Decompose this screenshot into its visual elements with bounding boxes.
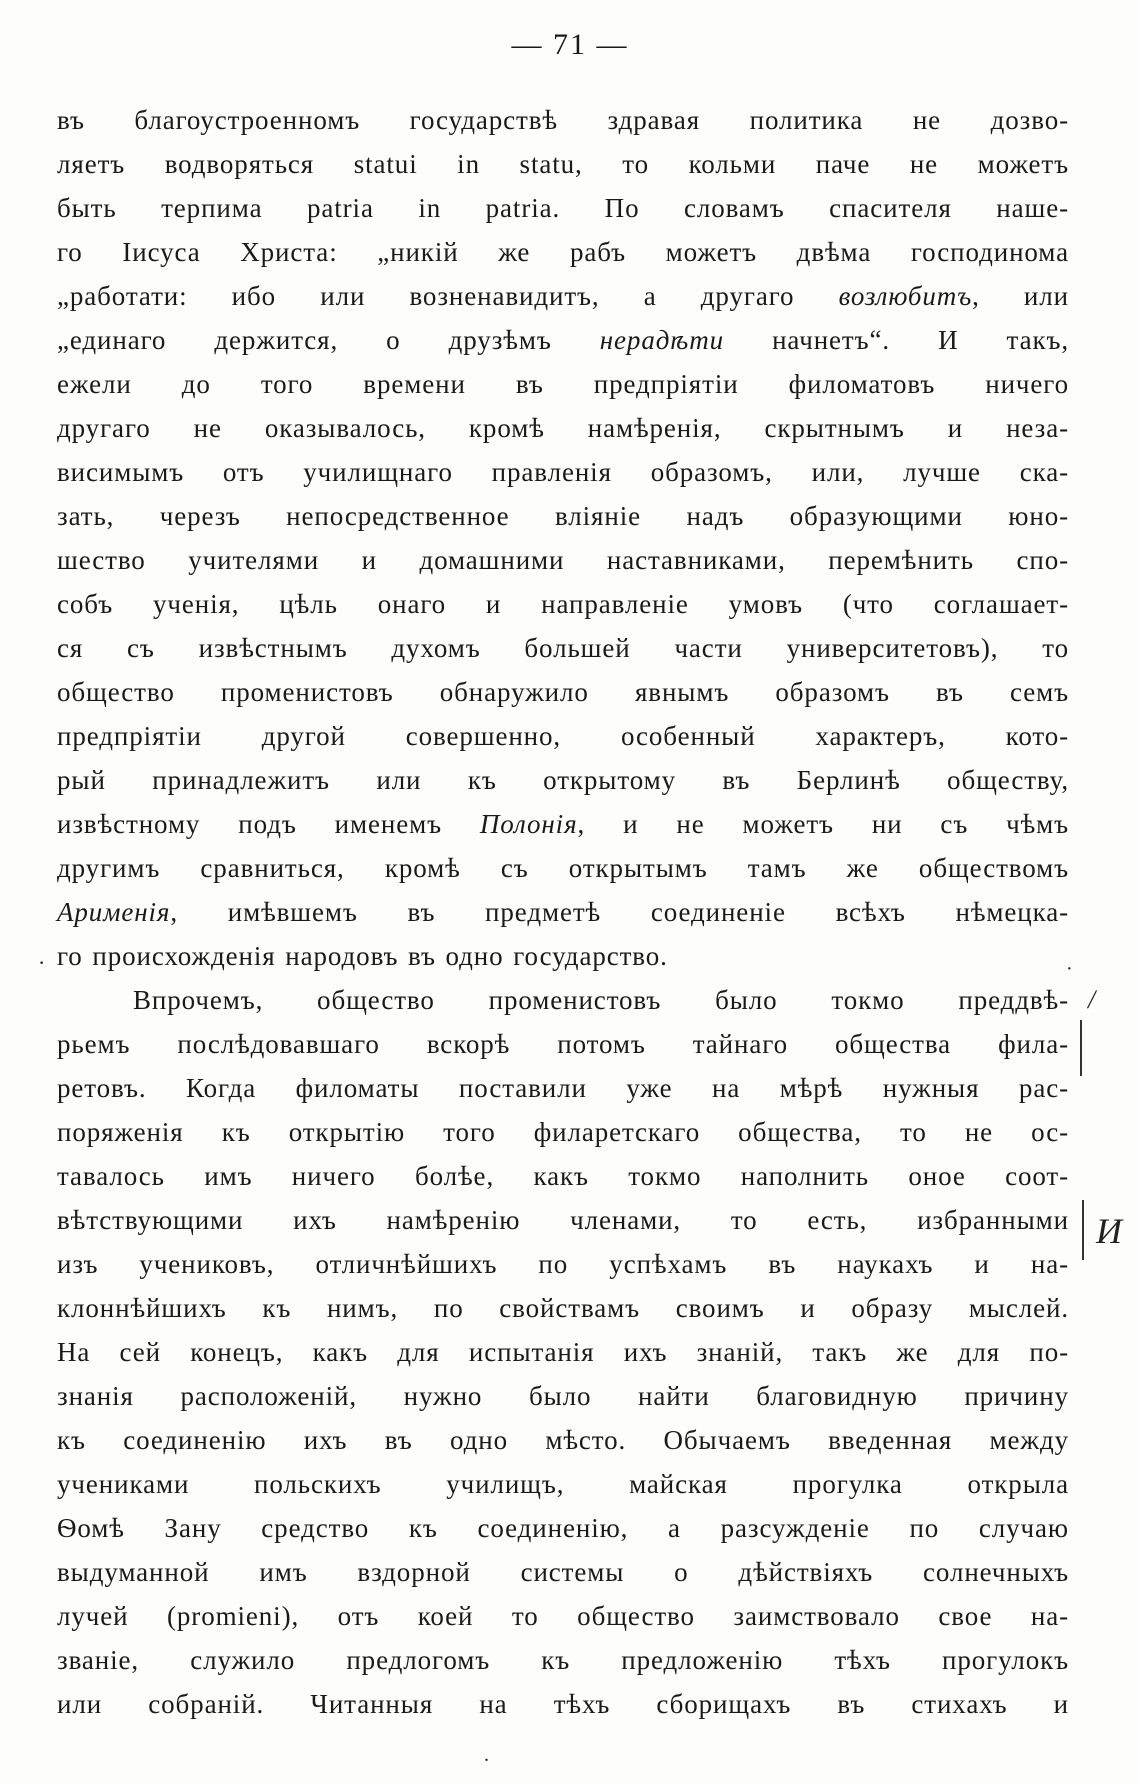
- text-line: ретовъ. Когда филоматы поставили уже на мѣрѣ нужныя рас-: [57, 1073, 1069, 1103]
- margin-handwritten-bar: [1082, 1200, 1084, 1260]
- text-line: рьемъ послѣдовавшаго вскорѣ потомъ тайнаго общества фила-: [57, 1029, 1069, 1059]
- page-number: — 71 —: [511, 28, 629, 61]
- text-line: въ благоустроенномъ государствѣ здравая политика не дозво-: [57, 105, 1069, 135]
- text-line: общество променистовъ обнаружило явнымъ образомъ въ семъ: [57, 677, 1069, 707]
- text-line: шество учителями и домашними наставниками, перемѣнить спо-: [57, 545, 1069, 575]
- text-segment: , или: [972, 281, 1069, 311]
- text-segment: начнетъ“. И такъ,: [724, 325, 1069, 355]
- text-line: го происхожденія народовъ въ одно государство.: [57, 941, 668, 971]
- text-line: клоннѣйшихъ къ нимъ, по свойствамъ своимъ и образу мыслей.: [57, 1293, 1069, 1323]
- text-segment: , имѣвшемъ въ предметѣ соединеніе всѣхъ нѣмецка-: [170, 897, 1069, 927]
- text-line: предпріятіи другой совершенно, особенный характеръ, кото-: [57, 721, 1069, 751]
- text-line: Ѳомѣ Зану средство къ соединенію, а разсужденіе по случаю: [57, 1513, 1069, 1543]
- text-line: [57, 318, 1069, 362]
- text-line: ляетъ водворяться statui in statu, то кольми паче не можетъ: [57, 149, 1069, 179]
- margin-dot-right: ·: [1066, 958, 1073, 980]
- text-line: Впрочемъ, общество променистовъ было токмо преддвѣ-: [133, 985, 1069, 1015]
- margin-dot-bottom: .: [484, 1744, 489, 1766]
- italic-term: Арименія: [57, 897, 171, 927]
- text-line: [57, 890, 1069, 934]
- text-line: выдуманной имъ вздорной системы о дѣйствіяхъ солнечныхъ: [57, 1557, 1069, 1587]
- text-segment: „работати: ибо или возненавидитъ, а другаго: [57, 281, 839, 311]
- italic-term: Полонія: [479, 809, 578, 839]
- italic-term: нерадѣти: [599, 325, 724, 355]
- text-line: званіе, служило предлогомъ къ предложенію тѣхъ прогулокъ: [57, 1645, 1069, 1675]
- margin-handwritten-letter: И: [1096, 1211, 1122, 1251]
- text-line: тавалось имъ ничего болѣе, какъ токмо наполнить оное соот-: [57, 1161, 1069, 1191]
- text-line: поряженія къ открытію того филаретскаго общества, то не ос-: [57, 1117, 1069, 1147]
- text-line: другаго не оказывалось, кромѣ намѣренія, скрытнымъ и неза-: [57, 413, 1069, 443]
- text-line: [57, 274, 1069, 318]
- margin-handwritten-tick: /: [1088, 985, 1096, 1014]
- margin-handwritten-bar: [1080, 1020, 1082, 1076]
- text-line: го Іисуса Христа: „никій же рабъ можетъ двѣма господинома: [57, 237, 1069, 267]
- text-segment: , и не можетъ ни съ чѣмъ: [577, 809, 1069, 839]
- text-line: другимъ сравниться, кромѣ съ открытымъ тамъ же обществомъ: [57, 853, 1069, 883]
- text-segment: „единаго держится, о друзѣмъ: [57, 325, 600, 355]
- italic-term: возлюбитъ: [838, 281, 973, 311]
- margin-dot-left: ·: [38, 950, 46, 975]
- text-line: знанія расположеній, нужно было найти благовидную причину: [57, 1381, 1069, 1411]
- text-line: ежели до того времени въ предпріятіи филоматовъ ничего: [57, 369, 1069, 399]
- body-text: [57, 98, 1069, 1726]
- text-line: ся съ извѣстнымъ духомъ большей части университетовъ), то: [57, 633, 1069, 663]
- text-line: лучей (promieni), отъ коей то общество заимствовало свое на-: [57, 1601, 1069, 1631]
- text-line: быть терпима patria in patria. По словамъ спасителя наше-: [57, 193, 1069, 223]
- text-line: учениками польскихъ училищъ, майская прогулка открыла: [57, 1469, 1069, 1499]
- text-line: На сей конецъ, какъ для испытанія ихъ знаній, такъ же для по-: [57, 1337, 1069, 1367]
- text-line: зать, черезъ непосредственное вліяніе надъ образующими юно-: [57, 501, 1069, 531]
- text-line: къ соединенію ихъ въ одно мѣсто. Обычаемъ введенная между: [57, 1425, 1069, 1455]
- text-line: рый принадлежитъ или къ открытому въ Берлинѣ обществу,: [57, 765, 1069, 795]
- text-line: или собраній. Читанныя на тѣхъ сборищахъ въ стихахъ и: [57, 1689, 1069, 1719]
- text-line: собъ ученія, цѣль онаго и направленіе умовъ (что соглашает-: [57, 589, 1069, 619]
- text-line: висимымъ отъ училищнаго правленія образомъ, или, лучше ска-: [57, 457, 1069, 487]
- text-line: изъ учениковъ, отличнѣйшихъ по успѣхамъ въ наукахъ и на-: [57, 1249, 1069, 1279]
- text-line: [57, 802, 1069, 846]
- text-segment: извѣстному подъ именемъ: [57, 809, 480, 839]
- text-line: вѣтствующими ихъ намѣренію членами, то есть, избранными: [57, 1205, 1069, 1235]
